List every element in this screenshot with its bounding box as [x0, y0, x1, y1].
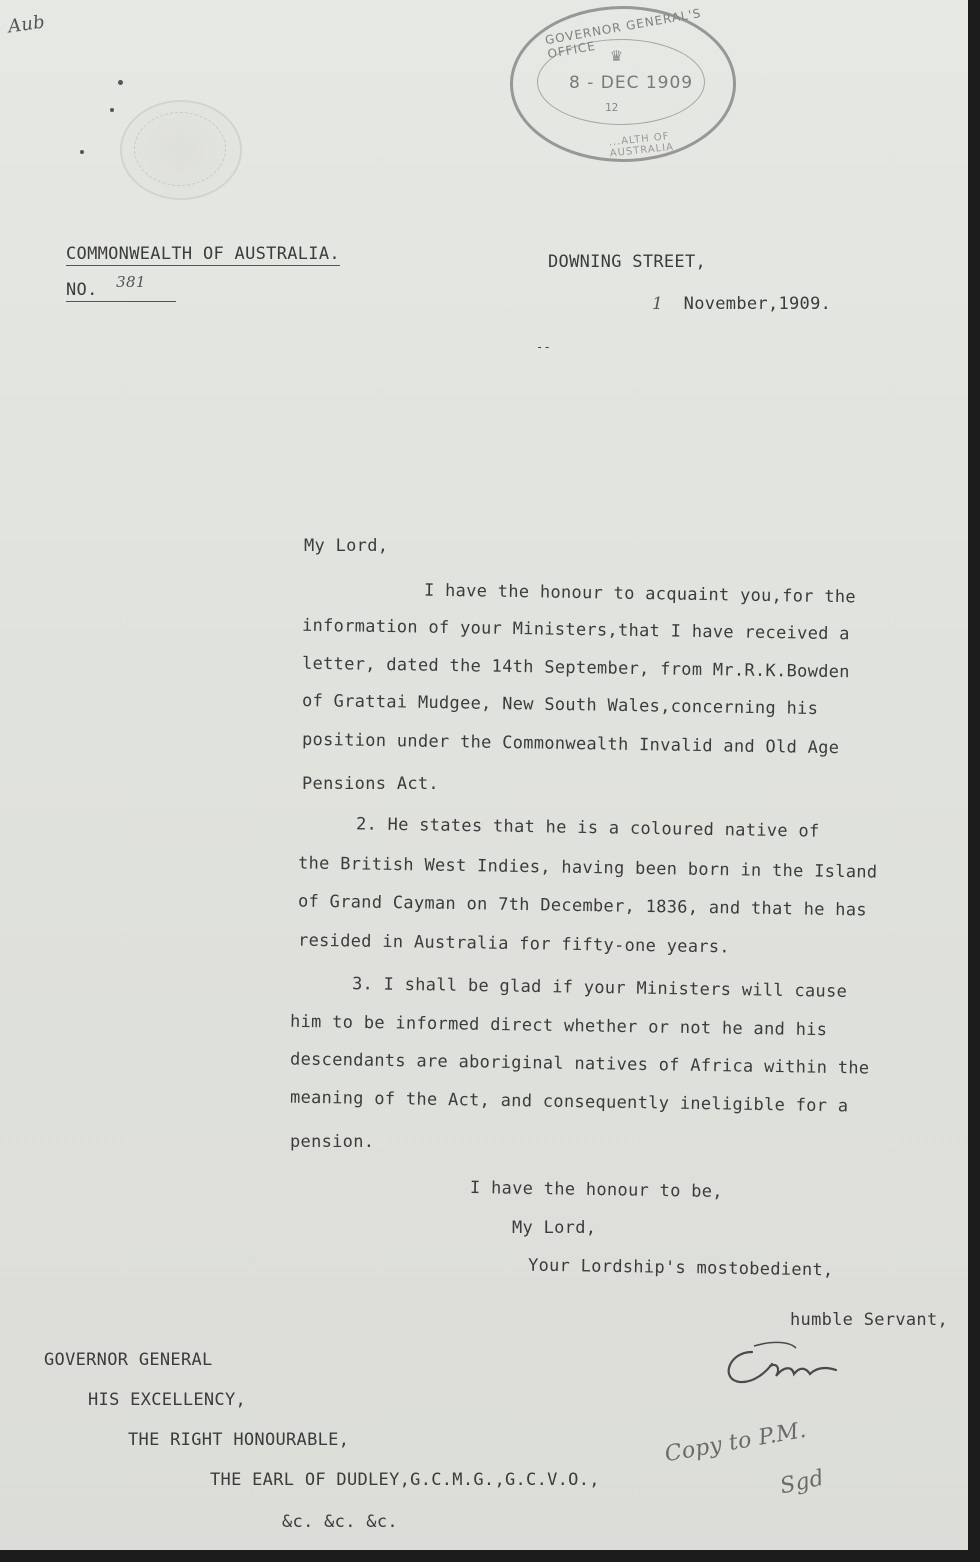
received-stamp — [510, 6, 736, 162]
stamp-bottom-text: ...ALTH OF AUSTRALIA — [608, 131, 675, 160]
dash-mark: -- — [536, 340, 552, 354]
body-line: the British West Indies, having been born in the Island — [297, 853, 878, 883]
closing-line: humble Servant, — [790, 1310, 949, 1330]
addressee-line: THE EARL OF DUDLEY,G.C.M.G.,G.C.V.O., — [210, 1470, 600, 1490]
reference-value: 381 — [116, 273, 146, 291]
addressee-line: &c. &c. &c. — [282, 1512, 398, 1532]
body-line: 3. I shall be glad if your Ministers will cause — [351, 974, 848, 1002]
body-line: information of your Ministers,that I have received a — [301, 615, 850, 645]
addressee-line: THE RIGHT HONOURABLE, — [128, 1430, 350, 1450]
body-line: position under the Commonwealth Invalid and Old Age — [301, 729, 840, 759]
margin-annotation: Aub — [6, 11, 47, 38]
body-line: meaning of the Act, and consequently ineligible for a — [289, 1087, 849, 1117]
addressee-line: GOVERNOR GENERAL — [44, 1350, 213, 1370]
ink-speck — [80, 150, 84, 154]
body-line: Pensions Act. — [302, 774, 439, 794]
handwritten-initials: Sgd — [777, 1465, 827, 1500]
ink-speck — [118, 80, 123, 85]
body-line: of Grattai Mudgee, New South Wales,concerning his — [301, 690, 819, 720]
crown-icon: ♛ — [611, 45, 622, 66]
date-day: 1 — [652, 294, 664, 314]
body-line: resided in Australia for fifty-one years. — [297, 930, 731, 958]
body-line: letter, dated the 14th September, from Mr.R.K.Bowden — [301, 653, 850, 683]
body-line: of Grand Cayman on 7th December, 1836, and that he has — [297, 891, 868, 921]
reference-label: NO. — [66, 280, 98, 300]
stamp-number: 12 — [605, 101, 619, 114]
salutation: My Lord, — [304, 536, 389, 556]
commonwealth-heading: COMMONWEALTH OF AUSTRALIA. — [66, 244, 340, 264]
body-line: I have the honour to acquaint you,for the — [423, 580, 857, 608]
closing-line: Your Lordship's mostobedient, — [527, 1255, 834, 1281]
reference-number — [66, 273, 176, 302]
signature — [714, 1336, 854, 1396]
ink-speck — [110, 108, 114, 112]
addressee-line: HIS EXCELLENCY, — [88, 1390, 247, 1410]
letter-date — [652, 294, 831, 314]
sender-address: DOWNING STREET, — [548, 252, 707, 272]
embossed-seal — [120, 100, 242, 200]
stamp-date: 8 - DEC 1909 — [569, 73, 694, 93]
handwritten-copy-note: Copy to P.M. — [662, 1417, 809, 1468]
closing-line: I have the honour to be, — [469, 1178, 723, 1202]
stamp-office-text: GOVERNOR GENERAL'S OFFICE — [543, 6, 703, 62]
body-line: pension. — [290, 1132, 375, 1152]
body-line: him to be informed direct whether or not he and his — [289, 1011, 828, 1041]
body-line: descendants are aboriginal natives of Africa within the — [289, 1049, 870, 1079]
closing-line: My Lord, — [512, 1218, 597, 1238]
date-month-year: November,1909. — [683, 294, 832, 314]
body-line: 2. He states that he is a coloured native of — [355, 814, 820, 842]
